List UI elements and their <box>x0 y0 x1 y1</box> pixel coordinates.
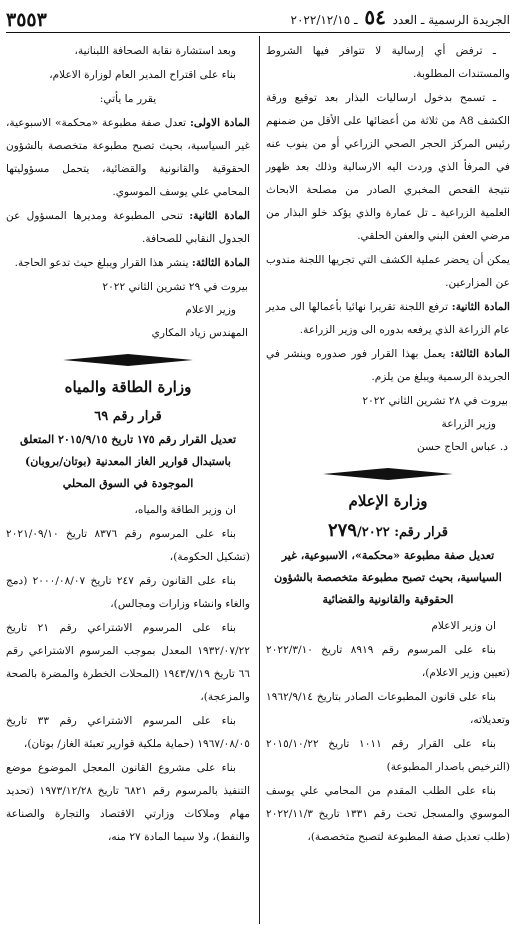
article-3 <box>6 252 250 275</box>
preamble-line: ان وزير الطاقة والمياه، <box>134 504 236 516</box>
signature-name: المهندس زياد المكاري <box>151 327 248 339</box>
article-text: تنحى المطبوعة ومديرها المسؤول عن الجدول النقابي للصحافة. <box>6 210 250 245</box>
article-text: تعدل صفة مطبوعة «محكمة» الاسبوعية، غير السياسية، بحيث تصبح مطبوعة متخصصة بالشؤون الحقوقية والقانونية والقضائية، يتحمل مسؤوليتها المحامي علي يوسف الموسوي. <box>6 117 250 198</box>
article-label: المادة الثالثة: <box>450 348 510 360</box>
ministry-title: وزارة الإعلام <box>348 492 428 510</box>
signature-place-date: بيروت في ٢٨ تشرين الثاني ٢٠٢٢ <box>362 395 508 407</box>
preamble-line: بناء على مشروع القانون المعجل الموضوع موضع التنفيذ بالمرسوم رقم ٦٨٢١ تاريخ ١٩٧٣/١٢/٢٨ (تحديد مهام وملاكات وزارتي الاقتصاد والتجارة والصناعة والنفط)، ولا سيما المادة ٢٧ منه، <box>6 762 251 843</box>
paragraph: ـ تسمح بدخول ارساليات البذار بعد توقيع ورقة الكشف A8 من ثلاثة من أعضائها على الأقل من ضمنهم رئيس المركز الحجر الصحي الزراعي أو من ينوب عنه في المرفأ الذي وردت اليه الارسالية وذلك بعد ظهور نتيجة الفحص المخبري الصادر من مصلحة الابحاث العلمية الزراعية ـ تل عمارة والذي يؤكد خلو البذار من مرضي العفن البني والعفن الحلقي. <box>266 92 510 242</box>
preamble-line: بناء على الطلب المقدم من المحامي علي يوسف الموسوي والمسجل تحت رقم ١٣٣١ تاريخ ٢٠٢٢/١١/٣ (طلب تعديل صفة المطبوعة لتصبح متخصصة)، <box>266 785 510 843</box>
signature-place-date: بيروت في ٢٩ تشرين الثاني ٢٠٢٢ <box>102 281 248 293</box>
article-2 <box>6 205 250 251</box>
article-text: ينشر هذا القرار ويبلغ حيث تدعو الحاجة. <box>14 257 189 269</box>
page-header <box>6 6 510 33</box>
decision-label: قرار رقم: <box>394 525 448 540</box>
column-divider <box>259 36 260 924</box>
article-label: المادة الثانية: <box>451 301 510 313</box>
signature-title: وزير الاعلام <box>185 304 236 316</box>
article-2 <box>266 296 510 342</box>
preamble-line: ان وزير الاعلام <box>431 620 496 632</box>
signature-name: د. عباس الحاج حسن <box>416 441 508 453</box>
article-text: يعمل بهذا القرار فور صدوره وينشر في الجريدة الرسمية ويبلغ من يلزم. <box>266 348 510 383</box>
preamble-line: بناء على المرسوم رقم ٨٣٧٦ تاريخ ٢٠٢١/٠٩/١٠ (تشكيل الحكومة)، <box>6 528 250 563</box>
left-column <box>6 40 250 850</box>
decision-subject: تعديل القرار رقم ١٧٥ تاريخ ٢٠١٥/٩/١٥ المتعلق باستبدال قوارير الغاز المعدنية (بوتان/بروبان) الموجودة في السوق المحلي <box>19 433 237 490</box>
article-text: ترفع اللجنة تقريرا نهائيا بأعمالها الى مدير عام الزراعة الذي يرفعه بدوره الى وزير الزراعة. <box>266 301 510 336</box>
paragraph: بناء على اقتراح المدير العام لوزارة الاعلام، <box>49 69 236 81</box>
decision-number-line <box>266 519 510 545</box>
issue-number: ٥٤ <box>364 5 386 29</box>
paragraph: وبعد استشارة نقابة الصحافة اللبنانية، <box>74 45 236 57</box>
preamble-line: بناء على المرسوم الاشتراعي رقم ٣٣ تاريخ ١٩٦٧/٠٨/٠٥ (حماية ملكية قوارير تعبئة الغاز/ بوتان)، <box>6 715 250 750</box>
issue-date: ـ ٢٠٢٢/١٢/١٥ <box>290 13 358 27</box>
section-ornament <box>6 349 250 371</box>
gazette-name: الجريدة الرسمية ـ العدد <box>392 13 510 27</box>
section-ornament <box>266 463 510 485</box>
decision-number: ٢٧٩ <box>328 520 358 541</box>
ministry-title: وزارة الطاقة والمياه <box>64 378 192 396</box>
article-3 <box>266 343 510 389</box>
preamble-line: بناء على القرار رقم ١٠١١ تاريخ ٢٠١٥/١٠/٢٢ (الترخيص باصدار المطبوعة) <box>266 738 510 773</box>
decides-line: يقرر ما يأتي: <box>99 93 157 105</box>
decision-number-line: قرار رقم ٦٩ <box>94 409 162 424</box>
signature-title: وزير الزراعة <box>441 418 496 430</box>
right-column <box>266 40 510 850</box>
article-label: المادة الاولى: <box>189 117 250 129</box>
preamble-line: بناء على القانون رقم ٢٤٧ تاريخ ٢٠٠٠/٠٨/٠٧ (دمج والغاء وانشاء وزارات ومجالس)، <box>6 575 250 610</box>
article-label: المادة الثانية: <box>189 210 251 222</box>
gazette-issue-line <box>291 5 510 32</box>
paragraph: يمكن أن يحضر عملية الكشف التي تجريها اللجنة مندوب عن المزارعين. <box>266 254 510 289</box>
preamble-line: بناء على قانون المطبوعات الصادر بتاريخ ١٩٦٢/٩/١٤ وتعديلاته، <box>266 691 510 726</box>
decision-year: /٢٠٢٢ <box>357 525 390 540</box>
preamble-line: بناء على المرسوم الاشتراعي رقم ٢١ تاريخ ١٩٣٢/٠٧/٢٢ المعدل بموجب المرسوم الاشتراعي رقم ٦٦ تاريخ ١٩٤٣/٧/١٩ (المحلات الخطرة والمضرة بالصحة والمزعجة)، <box>6 622 250 703</box>
article-label: المادة الثالثة: <box>191 257 250 269</box>
decision-subject: تعديل صفة مطبوعة «محكمة»، الاسبوعية، غير السياسية، بحيث تصبح مطبوعة متخصصة بالشؤون الحقوقية والقانونية والقضائية <box>274 549 502 606</box>
article-1 <box>6 112 250 204</box>
page-number: ٣٥٥٣ <box>6 9 47 31</box>
paragraph: ـ ترفض أي إرسالية لا تتوافر فيها الشروط والمستندات المطلوبة. <box>266 45 510 80</box>
preamble-line: بناء على المرسوم رقم ٨٩١٩ تاريخ ٢٠٢٢/٣/١٠ (تعيين وزير الاعلام)، <box>266 644 510 679</box>
